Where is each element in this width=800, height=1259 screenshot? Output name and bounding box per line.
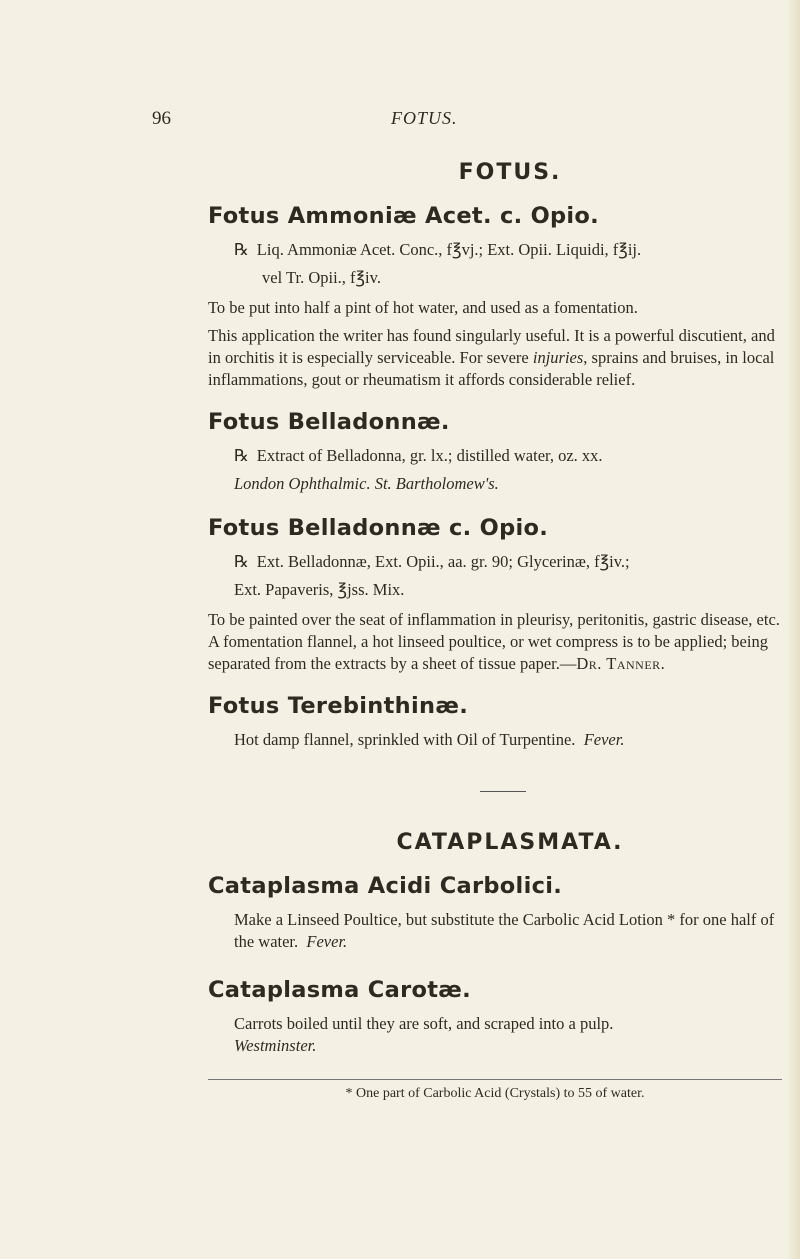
rx-symbol: ℞ xyxy=(234,552,249,571)
prescription-line xyxy=(234,551,782,573)
entry-text-part: Make a Linseed Poultice, but substitute the Carbolic Acid Lotion * for one half of the water. xyxy=(234,910,775,951)
footnote: * One part of Carbolic Acid (Crystals) to 55 of water. xyxy=(345,1086,645,1101)
entry-title: Fotus Ammoniæ Acet. c. Opio. xyxy=(208,203,600,229)
section-title-fotus: FOTUS. xyxy=(458,160,562,185)
prescription-text: Liq. Ammoniæ Acet. Conc., f℥vj.; Ext. Opii. Liquidi, f℥ij. xyxy=(256,240,642,259)
entry-fotus-ammoniae xyxy=(208,203,782,391)
rx-symbol: ℞ xyxy=(234,446,249,465)
source-attribution: Fever. xyxy=(583,730,625,749)
page-edge-shadow xyxy=(786,0,800,1259)
note-text-part: , sprains and bruises, in local inflammations, gout or rheumatism it affords considerable relief. xyxy=(208,348,775,389)
entry-cataplasma-carotae xyxy=(208,977,782,1057)
note-text xyxy=(208,609,782,675)
entry-text xyxy=(234,729,782,751)
running-title: FOTUS. xyxy=(391,108,458,128)
entry-fotus-terebinthinae xyxy=(208,693,782,751)
source-attribution: London Ophthalmic. St. Bartholomew's. xyxy=(234,474,499,493)
note-text-part: This application the writer has found singularly useful. It is a powerful discutient, and in orchitis it is especially serviceable. For severe xyxy=(208,326,775,367)
note-text-part: To be painted over the seat of inflammation in pleurisy, peritonitis, gastric disease, etc. A fomentation flannel, a hot linseed poultice, or wet compress is to be applied; being separated from the extracts by a sheet of tissue paper.— xyxy=(208,610,780,673)
prescription-text: Ext. Belladonnæ, Ext. Opii., aa. gr. 90; Glycerinæ, f℥iv.; xyxy=(256,552,630,571)
entry-title: Fotus Belladonnæ. xyxy=(208,409,450,435)
source-attribution: Fever. xyxy=(306,932,348,951)
rx-symbol: ℞ xyxy=(234,240,249,259)
page-number: 96 xyxy=(152,108,171,129)
entry-title: Cataplasma Acidi Carbolici. xyxy=(208,873,563,899)
running-head xyxy=(0,108,800,138)
source-attribution: Westminster. xyxy=(234,1036,317,1055)
section-divider xyxy=(480,791,526,792)
entry-fotus-belladonnae-opio xyxy=(208,515,782,675)
entry-text-part: Hot damp flannel, sprinkled with Oil of Turpentine. xyxy=(234,730,576,749)
author-attribution: Dr. Tanner. xyxy=(576,654,666,673)
entry-text xyxy=(234,909,782,953)
page-content xyxy=(208,160,782,1102)
entry-cataplasma-acidi-carbolici xyxy=(208,873,782,953)
entry-title: Fotus Terebinthinæ. xyxy=(208,693,469,719)
prescription-line-2: Ext. Papaveris, ℥jss. Mix. xyxy=(234,580,405,599)
prescription-line xyxy=(234,239,782,261)
direction-text: To be put into half a pint of hot water, and used as a fomentation. xyxy=(208,298,638,317)
entry-text xyxy=(234,1013,782,1057)
entry-fotus-belladonnae xyxy=(208,409,782,495)
prescription-text: Extract of Belladonna, gr. lx.; distilled water, oz. xx. xyxy=(256,446,603,465)
prescription-line-2: vel Tr. Opii., f℥iv. xyxy=(262,268,381,287)
footnote-divider xyxy=(208,1079,782,1080)
note-italic-word: injuries xyxy=(532,348,584,367)
entry-text-part: Carrots boiled until they are soft, and scraped into a pulp. xyxy=(234,1014,614,1033)
note-text xyxy=(208,325,782,391)
section-title-cataplasmata: CATAPLASMATA. xyxy=(396,830,624,855)
entry-title: Fotus Belladonnæ c. Opio. xyxy=(208,515,549,541)
entry-title: Cataplasma Carotæ. xyxy=(208,977,472,1003)
prescription-line xyxy=(234,445,782,467)
